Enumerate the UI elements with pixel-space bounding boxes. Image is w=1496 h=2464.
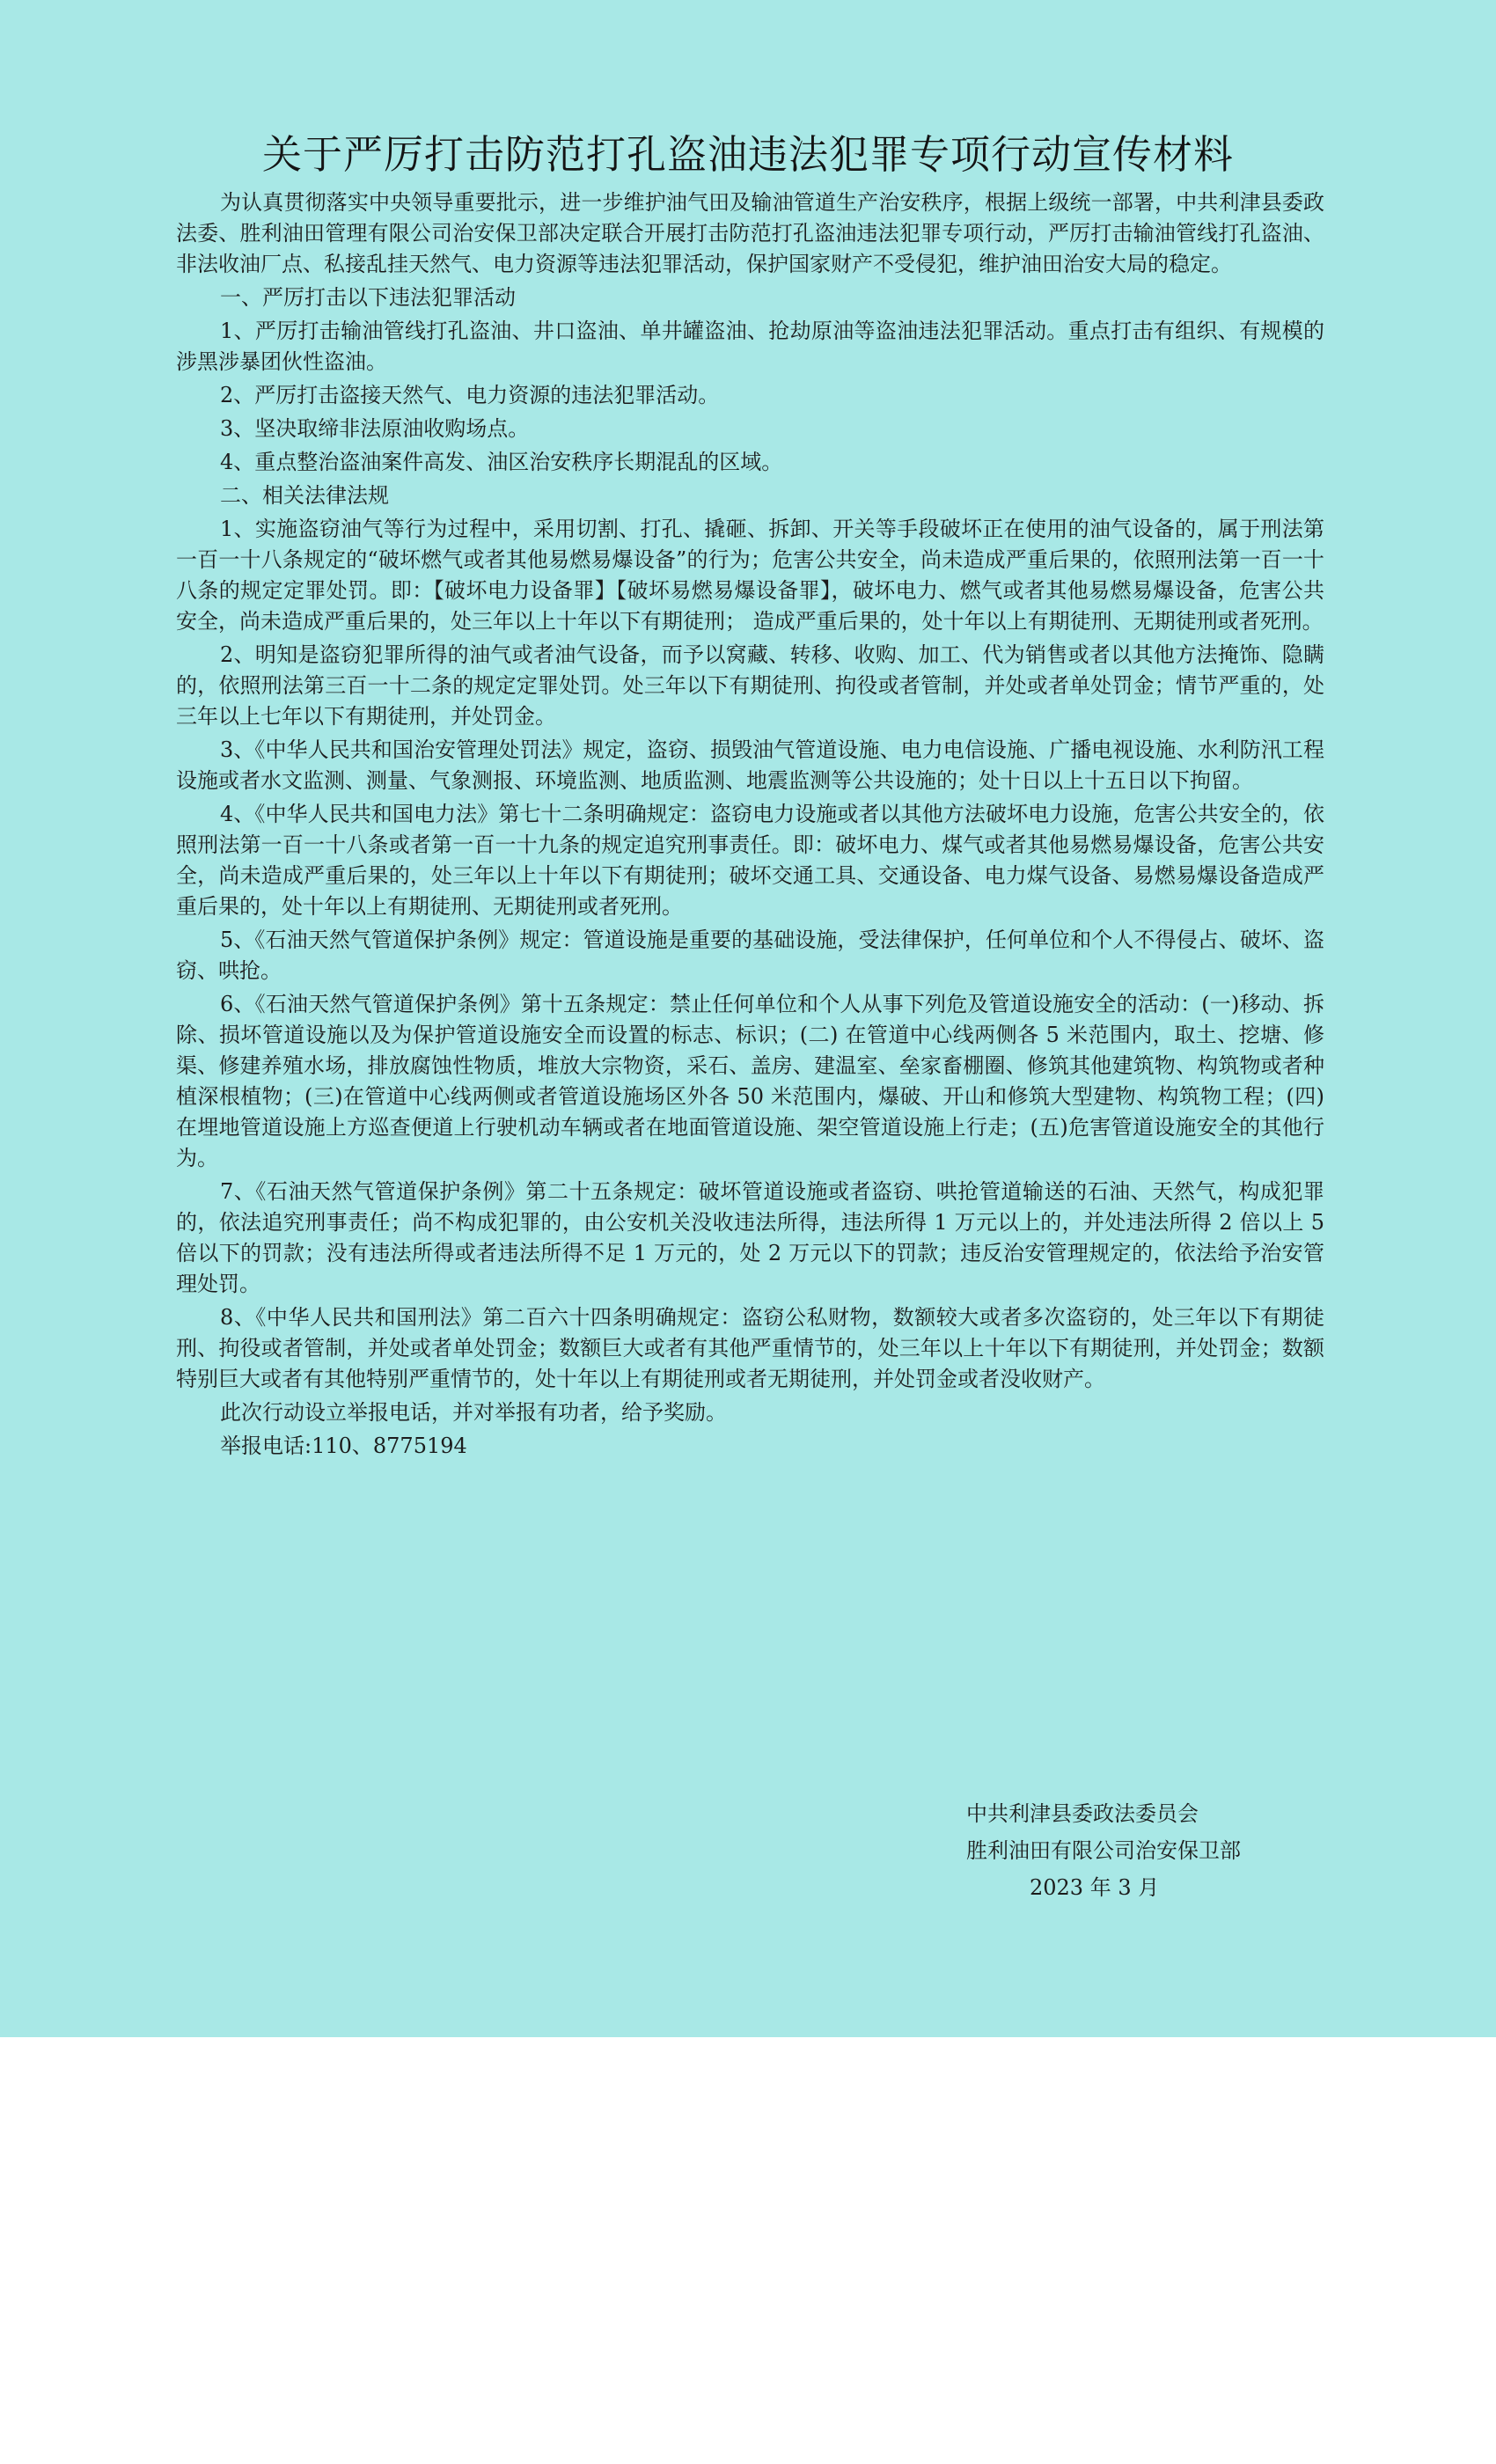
signature-block [966,1795,1248,1906]
section1-item-1: 1、严厉打击输油管线打孔盗油、井口盗油、单井罐盗油、抢劫原油等盗油违法犯罪活动。重点打击有组织、有规模的涉黑涉暴团伙性盗油。 [176,319,1324,374]
document-title: 关于严厉打击防范打孔盗油违法犯罪专项行动宣传材料 [261,131,1234,178]
law-item-3: 3、《中华人民共和国治安管理处罚法》规定，盗窃、损毁油气管道设施、电力电信设施、广播电视设施、水利防汛工程设施或者水文监测、测量、气象测报、环境监测、地质监测、地震监测等公共设施的；处十日以上十五日以下拘留。 [176,737,1324,793]
law-item-4: 4、《中华人民共和国电力法》第七十二条明确规定：盗窃电力设施或者以其他方法破坏电力设施，危害公共安全的，依照刑法第一百一十八条或者第一百一十九条的规定追究刑事责任。即：破坏电力、煤气或者其他易燃易爆设备，危害公共安全，尚未造成严重后果的，处三年以上十年以下有期徒刑；破坏交通工具、交通设备、电力煤气设备、易燃易爆设备造成严重后果的，处十年以上有期徒刑、无期徒刑或者死刑。 [176,802,1324,919]
signature-org-1: 中共利津县委政法委员会 [966,1801,1199,1826]
signature-date: 2023 年 3 月 [1030,1875,1160,1900]
reward-notice: 此次行动设立举报电话，并对举报有功者，给予奖励。 [220,1400,727,1425]
law-item-6: 6、《石油天然气管道保护条例》第十五条规定：禁止任何单位和个人从事下列危及管道设施安全的活动：(一)移动、拆除、损坏管道设施以及为保护管道设施安全而设置的标志、标识；(二) 在管道中心线两侧各 5 米范围内，取土、挖塘、修渠、修建养殖水场，排放腐蚀性物质，堆放大宗物资，采石、盖房、建温室、垒家畜棚圈、修筑其他建筑物、构筑物或者种植深根植物；(三)在管道中心线两侧或者管道设施场区外各 50 米范围内，爆破、开山和修筑大型建物、构筑物工程；(四)在埋地管道设施上方巡查便道上行驶机动车辆或者在地面管道设施、架空管道设施上行走；(五)危害管道设施安全的其他行为。 [176,992,1324,1170]
intro-paragraph: 为认真贯彻落实中央领导重要批示，进一步维护油气田及输油管道生产治安秩序，根据上级统一部署，中共利津县委政法委、胜利油田管理有限公司治安保卫部决定联合开展打击防范打孔盗油违法犯罪专项行动，严厉打击输油管线打孔盗油、非法收油厂点、私接乱挂天然气、电力资源等违法犯罪活动，保护国家财产不受侵犯，维护油田治安大局的稳定。 [176,190,1324,276]
section1-item-2: 2、严厉打击盗接天然气、电力资源的违法犯罪活动。 [220,383,720,407]
law-item-2: 2、明知是盗窃犯罪所得的油气或者油气设备，而予以窝藏、转移、收购、加工、代为销售或者以其他方法掩饰、隐瞒的，依照刑法第三百一十二条的规定定罪处罚。处三年以下有期徒刑、拘役或者管制，并处或者单处罚金；情节严重的，处三年以上七年以下有期徒刑，并处罚金。 [176,642,1324,729]
section-heading-1: 一、严厉打击以下违法犯罪活动 [220,285,516,310]
section-heading-2: 二、相关法律法规 [220,483,389,508]
section1-item-3: 3、坚决取缔非法原油收购场点。 [220,416,530,441]
law-item-5: 5、《石油天然气管道保护条例》规定：管道设施是重要的基础设施，受法律保护，任何单位和个人不得侵占、破坏、盗窃、哄抢。 [176,928,1324,983]
signature-org-2: 胜利油田有限公司治安保卫部 [966,1838,1241,1863]
document-body [176,187,1324,1464]
section1-item-4: 4、重点整治盗油案件高发、油区治安秩序长期混乱的区域。 [220,450,783,474]
law-item-1: 1、实施盗窃油气等行为过程中，采用切割、打孔、撬砸、拆卸、开关等手段破坏正在使用的油气设备的，属于刑法第一百一十八条规定的“破坏燃气或者其他易燃易爆设备”的行为；危害公共安全，尚未造成严重后果的，依照刑法第一百一十八条的规定定罪处罚。即：【破坏电力设备罪】【破坏易燃易爆设备罪】，破坏电力、燃气或者其他易燃易爆设备，危害公共安全，尚未造成严重后果的，处三年以上十年以下有期徒刑； 造成严重后果的，处十年以上有期徒刑、无期徒刑或者死刑。 [176,517,1324,634]
hotline-number: 举报电话:110、8775194 [220,1434,467,1458]
law-item-7: 7、《石油天然气管道保护条例》第二十五条规定：破坏管道设施或者盗窃、哄抢管道输送的石油、天然气，构成犯罪的，依法追究刑事责任；尚不构成犯罪的，由公安机关没收违法所得，违法所得 1 万元以上的，并处违法所得 2 倍以上 5 倍以下的罚款；没有违法所得或者违法所得不足 1 万元的，处 2 万元以下的罚款；违反治安管理规定的，依法给予治安管理处罚。 [176,1179,1324,1296]
law-item-8: 8、《中华人民共和国刑法》第二百六十四条明确规定：盗窃公私财物，数额较大或者多次盗窃的，处三年以下有期徒刑、拘役或者管制，并处或者单处罚金；数额巨大或者有其他严重情节的，处三年以上十年以下有期徒刑，并处罚金；数额特别巨大或者有其他特别严重情节的，处十年以上有期徒刑或者无期徒刑，并处罚金或者没收财产。 [176,1305,1324,1391]
